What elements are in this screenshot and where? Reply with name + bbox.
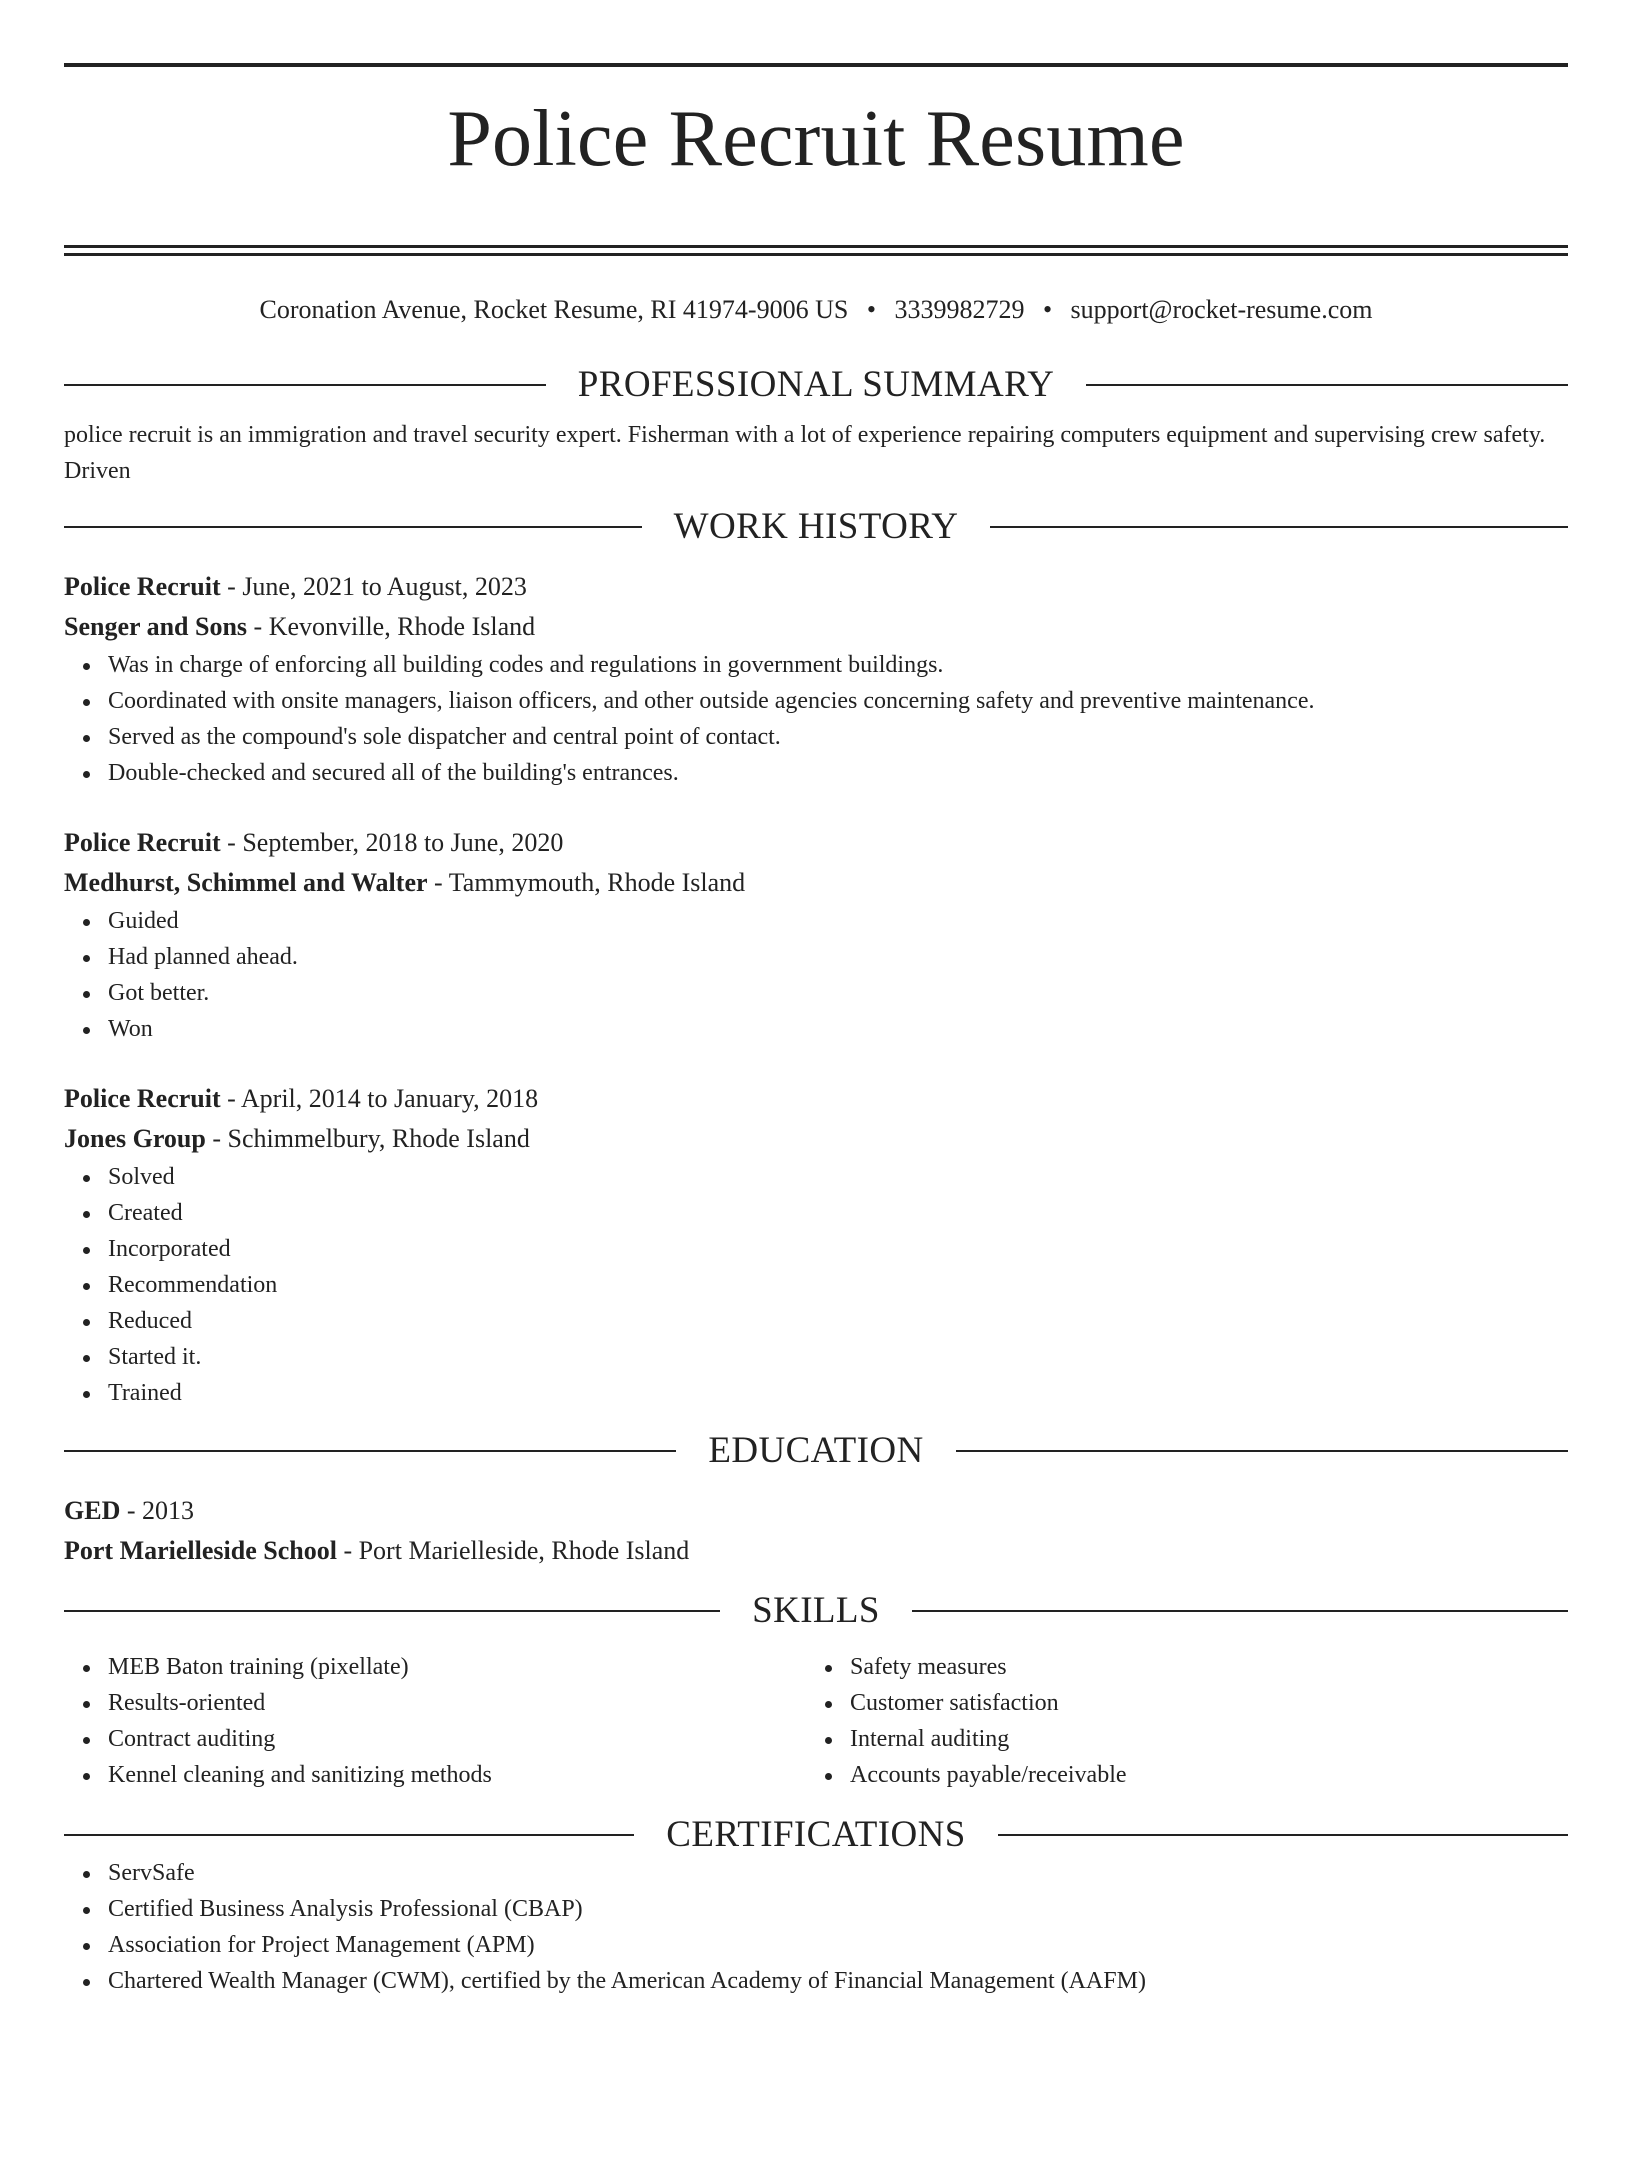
contact-separator: • (866, 295, 876, 324)
list-item: Created (108, 1195, 1568, 1231)
certifications-list (64, 1855, 1568, 1999)
section-title: SKILLS (752, 1590, 880, 1631)
section-heading-certifications (64, 1815, 1568, 1855)
section-heading-work-history (64, 507, 1568, 547)
job-location: - Kevonville, Rhode Island (247, 612, 536, 641)
contact-email: support@rocket-resume.com (1070, 295, 1373, 324)
list-item: Served as the compound's sole dispatcher and central point of contact. (108, 719, 1568, 755)
job-duties-list (64, 647, 1568, 791)
job-title: Police Recruit (64, 572, 221, 601)
heading-rule (64, 1610, 720, 1612)
job-company-line (64, 607, 1568, 647)
job-entry (64, 1079, 1568, 1411)
heading-rule (64, 1450, 676, 1452)
list-item: Got better. (108, 975, 1568, 1011)
list-item: Won (108, 1011, 1568, 1047)
list-item: Safety measures (850, 1649, 1548, 1685)
skills-list (64, 1649, 806, 1793)
heading-rule (64, 526, 642, 528)
section-title: EDUCATION (708, 1430, 924, 1471)
section-heading-skills (64, 1591, 1568, 1631)
list-item: ServSafe (108, 1855, 1568, 1891)
job-company: Medhurst, Schimmel and Walter (64, 868, 428, 897)
list-item: MEB Baton training (pixellate) (108, 1649, 806, 1685)
education-degree: GED (64, 1496, 121, 1525)
education-degree-line (64, 1491, 1568, 1531)
job-title: Police Recruit (64, 1084, 221, 1113)
job-company-line (64, 863, 1568, 903)
heading-rule (990, 526, 1568, 528)
job-entry (64, 567, 1568, 791)
list-item: Chartered Wealth Manager (CWM), certified by the American Academy of Financial Management (AAFM) (108, 1963, 1568, 1999)
job-dates: - June, 2021 to August, 2023 (220, 572, 527, 601)
contact-line (64, 293, 1568, 327)
list-item: Recommendation (108, 1267, 1568, 1303)
job-title-line (64, 567, 1568, 607)
job-company: Senger and Sons (64, 612, 248, 641)
section-title: PROFESSIONAL SUMMARY (577, 364, 1055, 405)
skills-column-left (64, 1649, 806, 1793)
heading-rule (998, 1834, 1568, 1836)
contact-address: Coronation Avenue, Rocket Resume, RI 41974-9006 US (259, 295, 849, 324)
heading-rule (1086, 384, 1568, 386)
education-school: Port Marielleside School (64, 1536, 337, 1565)
list-item: Association for Project Management (APM) (108, 1927, 1568, 1963)
list-item: Solved (108, 1159, 1568, 1195)
list-item: Reduced (108, 1303, 1568, 1339)
list-item: Trained (108, 1375, 1568, 1411)
education-school-line (64, 1531, 1568, 1571)
job-dates: - April, 2014 to January, 2018 (220, 1084, 539, 1113)
list-item: Certified Business Analysis Professional (CBAP) (108, 1891, 1568, 1927)
job-duties-list (64, 1159, 1568, 1411)
list-item: Customer satisfaction (850, 1685, 1548, 1721)
list-item: Internal auditing (850, 1721, 1548, 1757)
job-entry (64, 823, 1568, 1047)
education-location: - Port Marielleside, Rhode Island (336, 1536, 690, 1565)
resume-page (0, 63, 1632, 2175)
job-company: Jones Group (64, 1124, 206, 1153)
list-item: Double-checked and secured all of the building's entrances. (108, 755, 1568, 791)
heading-rule (64, 1834, 634, 1836)
section-title: CERTIFICATIONS (666, 1814, 966, 1855)
skills-list (806, 1649, 1548, 1793)
list-item: Kennel cleaning and sanitizing methods (108, 1757, 806, 1793)
education-entry (64, 1491, 1568, 1571)
summary-text: police recruit is an immigration and travel security expert. Fisherman with a lot of experience repairing computers equipment and supervising crew safety. Driven (64, 422, 1546, 484)
list-item: Contract auditing (108, 1721, 806, 1757)
job-location: - Tammymouth, Rhode Island (427, 868, 746, 897)
resume-title: Police Recruit Resume (447, 95, 1185, 183)
list-item: Started it. (108, 1339, 1568, 1375)
heading-rule (912, 1610, 1568, 1612)
section-title: WORK HISTORY (673, 506, 959, 547)
list-item: Was in charge of enforcing all building codes and regulations in government buildings. (108, 647, 1568, 683)
job-title-line (64, 823, 1568, 863)
job-dates: - September, 2018 to June, 2020 (220, 828, 564, 857)
skills-column-right (806, 1649, 1548, 1793)
section-heading-education (64, 1431, 1568, 1471)
job-duties-list (64, 903, 1568, 1047)
heading-rule (64, 384, 546, 386)
job-location: - Schimmelbury, Rhode Island (205, 1124, 530, 1153)
list-item: Incorporated (108, 1231, 1568, 1267)
list-item: Accounts payable/receivable (850, 1757, 1548, 1793)
job-title-line (64, 1079, 1568, 1119)
title-double-rule (64, 245, 1568, 256)
education-year: - 2013 (120, 1496, 195, 1525)
skills-grid (64, 1649, 1568, 1793)
list-item: Results-oriented (108, 1685, 806, 1721)
list-item: Had planned ahead. (108, 939, 1568, 975)
job-company-line (64, 1119, 1568, 1159)
heading-rule (956, 1450, 1568, 1452)
job-title: Police Recruit (64, 828, 221, 857)
contact-separator: • (1042, 295, 1053, 324)
contact-phone: 3339982729 (894, 295, 1025, 324)
list-item: Coordinated with onsite managers, liaison officers, and other outside agencies concerning safety and preventive maintenance. (108, 683, 1568, 719)
section-heading-summary (64, 365, 1568, 405)
list-item: Guided (108, 903, 1568, 939)
